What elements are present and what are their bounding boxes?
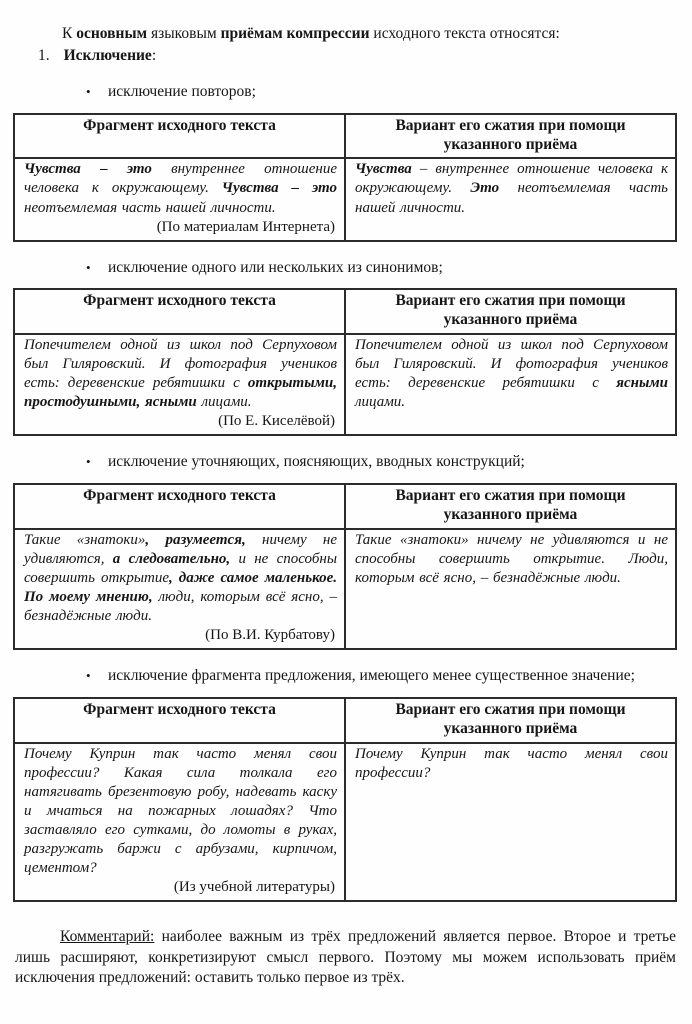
bullet-item-4 (86, 667, 666, 686)
compressed-text: Такие «знатоки» ничему не удивляются и не способны совершить открытие. Люди, которым всё ясно, – безнадёжные люди. (355, 532, 668, 587)
bullet-text: исключение одного или нескольких из синонимов; (108, 258, 443, 276)
comment-paragraph: Комментарий: наиболее важным из трёх предложений является первое. Второе и третье лишь расширяют, конкретизируют смысл первого. Поэтому мы можем использовать приём исключения предложений: оставить только первое из трёх. (15, 928, 676, 987)
compression-table-2 (13, 288, 677, 436)
compressed-variant-cell (345, 529, 676, 649)
table-header-row (14, 289, 676, 334)
table-header-row (14, 114, 676, 159)
table-header-row (14, 698, 676, 743)
compressed-variant-cell (345, 334, 676, 435)
source-fragment-cell (14, 743, 345, 901)
table-header-row (14, 484, 676, 529)
source-fragment-cell (14, 529, 345, 649)
source-fragment-cell (14, 158, 345, 240)
table-body-row (14, 529, 676, 649)
bullet-icon: • (86, 668, 91, 684)
source-attribution: (Из учебной литературы) (173, 879, 335, 896)
source-attribution: (По В.И. Курбатову) (205, 627, 335, 644)
compressed-text: Попечителем одной из школ под Серпуховом был Гиляровский. И фотография учеников есть: деревенские ребятишки с ясными лицами. (355, 337, 668, 411)
bullet-text: исключение фрагмента предложения, имеющего менее существенное значение; (108, 667, 635, 685)
list-number: 1. (38, 47, 50, 65)
compressed-text: Почему Куприн так часто менял свои профессии? (355, 746, 668, 782)
bullet-text: исключение уточняющих, поясняющих, вводных конструкций; (108, 453, 525, 471)
bullet-text: исключение повторов; (108, 82, 256, 100)
source-attribution: (По материалам Интернета) (156, 218, 335, 235)
bullet-item-1 (86, 83, 666, 102)
intro-paragraph: К основным языковым приёмам компрессии исходного текста относятся: (62, 25, 560, 42)
bullet-icon: • (86, 259, 91, 275)
bullet-icon: • (86, 454, 91, 470)
list-title: Исключение: (63, 47, 157, 65)
bullet-icon: • (86, 83, 91, 99)
compression-table-3 (13, 483, 677, 650)
col-header-compressed-variant: Вариант его сжатия при помощи указанного приёма (345, 114, 676, 159)
fragment-text: Такие «знатоки», разумеется, ничему не удивляются, а следовательно, и не способны совершить открытие, даже самое маленькое. По моему мнению, люди, которым всё ясно, – безнадёжные люди. (24, 532, 338, 625)
col-header-compressed-variant: Вариант его сжатия при помощи указанного приёма (345, 698, 676, 743)
col-header-source-fragment: Фрагмент исходного текста (14, 698, 345, 743)
table-body-row (14, 334, 676, 435)
col-header-compressed-variant: Вариант его сжатия при помощи указанного приёма (345, 484, 676, 529)
fragment-text: Чувства – это внутреннее отношение человека к окружающему. Чувства – это неотъемлемая часть нашей личности. (24, 161, 337, 216)
source-fragment-cell (14, 334, 345, 435)
fragment-text: Попечителем одной из школ под Серпуховом был Гиляровский. И фотография учеников есть: деревенские ребятишки с открытыми, простодушными, ясными лицами. (24, 337, 337, 411)
col-header-compressed-variant: Вариант его сжатия при помощи указанного приёма (345, 289, 676, 334)
compressed-variant-cell (345, 158, 676, 240)
col-header-source-fragment: Фрагмент исходного текста (14, 484, 345, 529)
table-body-row (14, 743, 676, 901)
source-attribution: (По Е. Киселёвой) (218, 413, 335, 430)
compressed-text: Чувства – внутреннее отношение человека к окружающему. Это неотъемлемая часть нашей личности. (355, 161, 668, 216)
bullet-item-2 (86, 259, 666, 278)
bullet-item-3 (86, 453, 666, 472)
compressed-variant-cell (345, 743, 676, 901)
table-body-row (14, 158, 676, 240)
col-header-source-fragment: Фрагмент исходного текста (14, 114, 345, 159)
compression-table-1 (13, 113, 677, 242)
col-header-source-fragment: Фрагмент исходного текста (14, 289, 345, 334)
numbered-list-item (38, 46, 666, 65)
compression-table-4 (13, 697, 677, 902)
fragment-text: Почему Куприн так часто менял свои профессии? Какая сила толкала его натягивать брезентовую робу, надевать каску и мчаться на пожарных лошадях? Что заставляло его сутками, до ломоты в руках, разгружать баржи с арбузами, кирпичом, цементом? (24, 746, 337, 877)
